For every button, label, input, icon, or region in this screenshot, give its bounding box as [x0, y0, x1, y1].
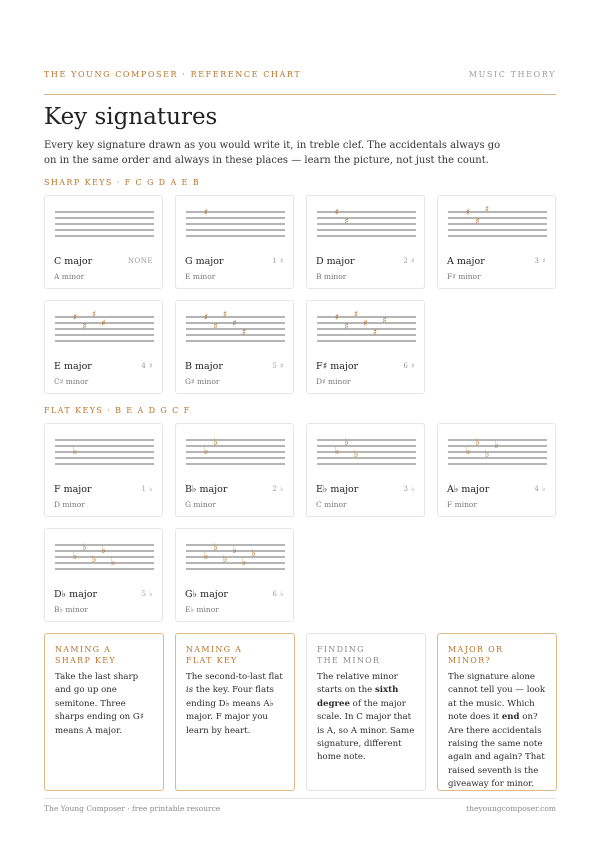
- tip-naming-flat-key: [175, 633, 295, 791]
- relative-minor: F minor: [447, 500, 478, 509]
- key-name: B♭ major: [185, 484, 228, 495]
- accidental-count: 3 ♯: [534, 257, 546, 265]
- key-name: B major: [185, 361, 223, 372]
- staff: [176, 196, 295, 252]
- key-name: A♭ major: [447, 484, 490, 495]
- relative-minor: D♯ minor: [316, 377, 351, 386]
- sharp-accidental: ♯: [232, 319, 237, 330]
- flat-accidental: ♭: [475, 437, 480, 449]
- sharp-accidental: ♯: [334, 208, 340, 219]
- flat-key-card: [175, 423, 294, 517]
- sharp-accidental: ♯: [363, 319, 368, 330]
- flat-accidental: ♭: [110, 557, 116, 569]
- accidental-count: 1 ♭: [141, 485, 153, 493]
- key-name: D♭ major: [54, 589, 97, 600]
- header-left: THE YOUNG COMPOSER · REFERENCE CHART: [44, 70, 302, 79]
- key-name: E♭ major: [316, 484, 359, 495]
- sharp-accidental: ♯: [465, 208, 471, 219]
- tip-finding-minor: [306, 633, 426, 791]
- flat-key-card: [306, 423, 425, 517]
- staff: [176, 424, 295, 480]
- tip-body: The signature alone cannot tell you — look at the music. Which note does it end on? Are there accidentals raising the same note again and again? That raised seventh is the giveaway for minor.: [448, 672, 546, 790]
- staff: [176, 529, 295, 585]
- staff: [45, 301, 164, 357]
- footer: [44, 798, 556, 813]
- sharp-keys-heading: SHARP KEYS · F C G D A E B: [44, 178, 201, 187]
- staff: [438, 196, 557, 252]
- tip-heading: FINDING THE MINOR: [317, 645, 381, 665]
- tip-heading: NAMING A SHARP KEY: [55, 645, 116, 665]
- flat-accidental: ♭: [334, 446, 340, 458]
- sharp-accidental: ♯: [203, 313, 209, 324]
- flat-accidental: ♭: [222, 554, 228, 566]
- accidental-count: 3 ♭: [403, 485, 415, 493]
- sharp-accidental: ♯: [241, 328, 247, 339]
- sharp-accidental: ♯: [222, 310, 228, 321]
- key-name: A major: [447, 256, 485, 267]
- key-name: F major: [54, 484, 92, 495]
- flat-accidental: ♭: [494, 440, 499, 452]
- staff: [307, 301, 426, 357]
- staff: [438, 424, 557, 480]
- key-name: F♯ major: [316, 361, 359, 372]
- relative-minor: E♭ minor: [185, 605, 219, 614]
- accidental-count: 5 ♯: [272, 362, 284, 370]
- staff: [176, 301, 295, 357]
- relative-minor: B♭ minor: [54, 605, 88, 614]
- relative-minor: G minor: [185, 500, 216, 509]
- flat-accidental: ♭: [72, 446, 78, 458]
- flat-key-card: [437, 423, 556, 517]
- sharp-accidental: ♯: [203, 208, 209, 219]
- accidental-count: 2 ♭: [272, 485, 284, 493]
- header: [44, 70, 556, 95]
- sharp-key-card: [44, 300, 163, 394]
- relative-minor: F♯ minor: [447, 272, 481, 281]
- key-name: G♭ major: [185, 589, 228, 600]
- sharp-key-card: [437, 195, 556, 289]
- tip-body: The relative minor starts on the sixth degree of the major scale. In C major that is A, so A minor. Same signature, different home note.: [317, 672, 415, 763]
- flat-key-card: [44, 423, 163, 517]
- footer-left: The Young Composer · free printable resource: [44, 804, 221, 813]
- sharp-accidental: ♯: [101, 319, 106, 330]
- flat-accidental: ♭: [203, 551, 209, 563]
- accidental-count: 6 ♯: [403, 362, 415, 370]
- key-name: C major: [54, 256, 93, 267]
- sharp-accidental: ♯: [213, 322, 218, 333]
- flat-key-card: [175, 528, 294, 622]
- sharp-accidental: ♯: [372, 328, 378, 339]
- flat-key-card: [44, 528, 163, 622]
- tip-heading: MAJOR OR MINOR?: [448, 645, 504, 665]
- flat-accidental: ♭: [353, 449, 359, 461]
- staff: [307, 196, 426, 252]
- staff: [45, 424, 164, 480]
- flat-accidental: ♭: [91, 554, 97, 566]
- flat-accidental: ♭: [484, 449, 490, 461]
- tip-major-or-minor: [437, 633, 557, 791]
- flat-accidental: ♭: [203, 446, 209, 458]
- tip-heading: NAMING A FLAT KEY: [186, 645, 243, 665]
- flat-accidental: ♭: [232, 545, 237, 557]
- flat-accidental: ♭: [241, 557, 247, 569]
- flat-accidental: ♭: [344, 437, 349, 449]
- flat-keys-heading: FLAT KEYS · B E A D G C F: [44, 406, 191, 415]
- flat-accidental: ♭: [251, 548, 256, 560]
- relative-minor: D minor: [54, 500, 85, 509]
- accidental-count: 6 ♭: [272, 590, 284, 598]
- flat-accidental: ♭: [465, 446, 471, 458]
- footer-right: theyoungcomposer.com: [466, 804, 556, 813]
- relative-minor: G♯ minor: [185, 377, 220, 386]
- flat-accidental: ♭: [82, 542, 87, 554]
- sharp-accidental: ♯: [334, 313, 340, 324]
- accidental-count: 2 ♯: [403, 257, 415, 265]
- relative-minor: A minor: [54, 272, 85, 281]
- relative-minor: C minor: [316, 500, 347, 509]
- sharp-key-card: [175, 195, 294, 289]
- tip-naming-sharp-key: [44, 633, 164, 791]
- sharp-accidental: ♯: [82, 322, 87, 333]
- sharp-accidental: ♯: [344, 322, 349, 333]
- accidental-count: 5 ♭: [141, 590, 153, 598]
- relative-minor: E minor: [185, 272, 216, 281]
- key-name: G major: [185, 256, 224, 267]
- sharp-accidental: ♯: [484, 205, 490, 216]
- flat-accidental: ♭: [101, 545, 106, 557]
- sharp-accidental: ♯: [382, 316, 387, 327]
- header-right: MUSIC THEORY: [468, 70, 556, 79]
- accidental-count: NONE: [127, 257, 153, 265]
- sharp-key-card: [306, 300, 425, 394]
- intro-text: Every key signature drawn as you would write it, in treble clef. The accidentals always go on in the same order and always in these places — learn the picture, not just the count.: [44, 140, 501, 166]
- sharp-accidental: ♯: [344, 217, 349, 228]
- relative-minor: B minor: [316, 272, 347, 281]
- flat-accidental: ♭: [72, 551, 78, 563]
- key-name: E major: [54, 361, 92, 372]
- sharp-accidental: ♯: [353, 310, 359, 321]
- tip-body: Take the last sharp and go up one semitone. Three sharps ending on G♯ means A major.: [55, 672, 144, 736]
- accidental-count: 1 ♯: [272, 257, 284, 265]
- sharp-accidental: ♯: [475, 217, 480, 228]
- staff: [45, 529, 164, 585]
- flat-accidental: ♭: [213, 437, 218, 449]
- accidental-count: 4 ♯: [141, 362, 153, 370]
- sharp-key-card: [175, 300, 294, 394]
- staff: [307, 424, 426, 480]
- staff: [45, 196, 164, 252]
- sharp-key-card: [306, 195, 425, 289]
- accidental-count: 4 ♭: [534, 485, 546, 493]
- sharp-accidental: ♯: [72, 313, 78, 324]
- flat-accidental: ♭: [213, 542, 218, 554]
- sharp-accidental: ♯: [91, 310, 97, 321]
- sharp-key-card: [44, 195, 163, 289]
- key-name: D major: [316, 256, 355, 267]
- page-title: Key signatures: [44, 104, 218, 130]
- tip-body: The second-to-last flat is the key. Four flats ending D♭ means A♭ major. F major you learn by heart.: [186, 672, 283, 736]
- relative-minor: C♯ minor: [54, 377, 89, 386]
